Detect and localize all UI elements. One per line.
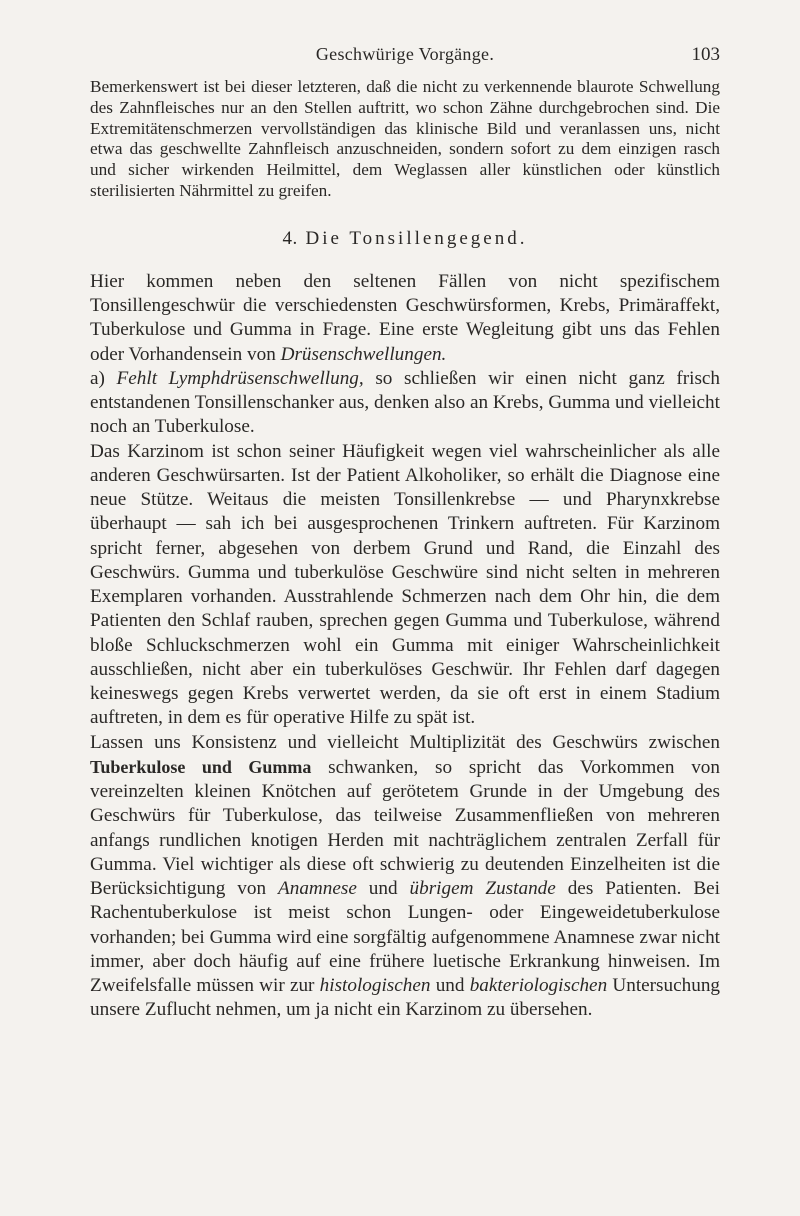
paragraph-1-text: Hier kommen neben den seltenen Fällen von nicht spezifischem Tonsillengeschwür die verschiedensten Geschwürsformen, Krebs, Primäraffekt, Tuberkulose und Gumma in Frage. Eine erste Wegleitung gibt uns das Fehlen oder Vorhandensein von <box>90 270 720 365</box>
section-number: 4. <box>282 227 298 249</box>
paragraph-4-emphasis-bakteriologisch: bakteriologischen <box>469 975 608 997</box>
paragraph-4-emphasis-anamnese: Anamnese <box>278 878 357 900</box>
intro-paragraph: Bemerkenswert ist bei dieser letzteren, daß die nicht zu verkennende blaurote Schwellung des Zahnfleisches nur an den Stellen auftritt, wo schon Zähne durchgebrochen sind. Die Extremitätenschmerzen vervollständigen das klinische Bild und veranlassen uns, nicht etwa das geschwellte Zahnfleisch anzuschneiden, sondern sofort zu dem einzigen rasch und sicher wirkenden Heilmittel, dem Weglassen aller künstlichen oder künstlich sterilisierten Nährmittel zu greifen. <box>90 77 720 200</box>
paragraph-4-text-e: und <box>430 975 470 997</box>
paragraph-4-emphasis-histologisch: histologischen <box>319 975 431 997</box>
paragraph-4-bold-term: Tuberkulose und Gumma <box>90 756 312 777</box>
paragraph-2 <box>90 367 720 440</box>
paragraph-1 <box>90 270 720 367</box>
paragraph-4-text-a: Lassen uns Konsistenz und vielleicht Multiplizität des Geschwürs zwischen <box>90 731 720 753</box>
paragraph-4-text-c: und <box>356 878 410 900</box>
page-number: 103 <box>691 44 720 65</box>
paragraph-4-text-f: Untersuchung unsere Zuflucht nehmen, um ja nicht ein Karzinom zu übersehen. <box>90 975 721 1021</box>
section-heading <box>90 228 720 250</box>
section-title: Die Tonsillengegend. <box>305 227 528 249</box>
running-title: Geschwürige Vorgänge. <box>315 44 495 64</box>
paragraph-4-text-b: schwanken, so spricht das Vorkommen von vereinzelten kleinen Knötchen auf gerötetem Grunde in der Umgebung des Geschwürs für Tuberkulose, das teilweise Zusammenfließen von mehreren anfangs rundlichen knotigen Herden mit nachträglichem zentralen Zerfall für Gumma. Viel wichtiger als diese oft schwierig zu deutenden Einzelheiten ist die Berücksichtigung von <box>90 756 720 900</box>
paragraph-2-text: so schließen wir einen nicht ganz frisch entstandenen Tonsillenschanker aus, denken also an Krebs, Gumma und vielleicht noch an Tuberkulose. <box>90 367 721 438</box>
paragraph-3 <box>90 440 720 731</box>
paragraph-3-text: Das Karzinom ist schon seiner Häufigkeit wegen viel wahrscheinlicher als alle anderen Geschwürsarten. Ist der Patient Alkoholiker, so erhält die Diagnose eine neue Stütze. Weitaus die meisten Tonsillenkrebse — und Pharynxkrebse überhaupt — sah ich bei ausgesprochenen Trinkern auftreten. Für Karzinom spricht ferner, abgesehen von derbem Grund und Rand, die Einzahl des Geschwürs. Gumma und tuberkulöse Geschwüre sind nicht selten in mehreren Exemplaren vorhanden. Ausstrahlende Schmerzen nach dem Ohr hin, die dem Patienten den Schlaf rauben, sprechen gegen Gumma und Tuberkulose, während bloße Schluckschmerzen wohl ein Gumma mit einiger Wahrscheinlichkeit ausschließen, nicht aber ein tuberkulöses Geschwür. Ihr Fehlen darf dagegen keineswegs gegen Krebs verwertet werden, da sie oft erst in einem Stadium auftreten, in dem es für operative Hilfe zu spät ist. <box>90 440 720 729</box>
running-head <box>90 44 720 72</box>
paragraph-4 <box>90 731 720 1023</box>
paragraph-2-emphasis: Fehlt Lymphdrüsenschwellung, <box>116 367 364 389</box>
paragraph-1-emphasis: Drüsenschwellungen. <box>280 343 447 365</box>
paragraph-2-lead: a) <box>90 367 117 389</box>
paragraph-4-emphasis-zustand: übrigem Zustande <box>409 878 556 900</box>
paragraph-4-text-d: des Patienten. Bei Rachentuberkulose ist meist schon Lungen- oder Eingeweidetuberkulose vorhanden; bei Gumma wird eine sorgfältig aufgenommene Anamnese zwar nicht immer, aber doch häufig auf eine frühere luetische Erkrankung hinweisen. Im Zweifelsfalle müssen wir zur <box>90 878 721 997</box>
body-text <box>90 77 720 1023</box>
